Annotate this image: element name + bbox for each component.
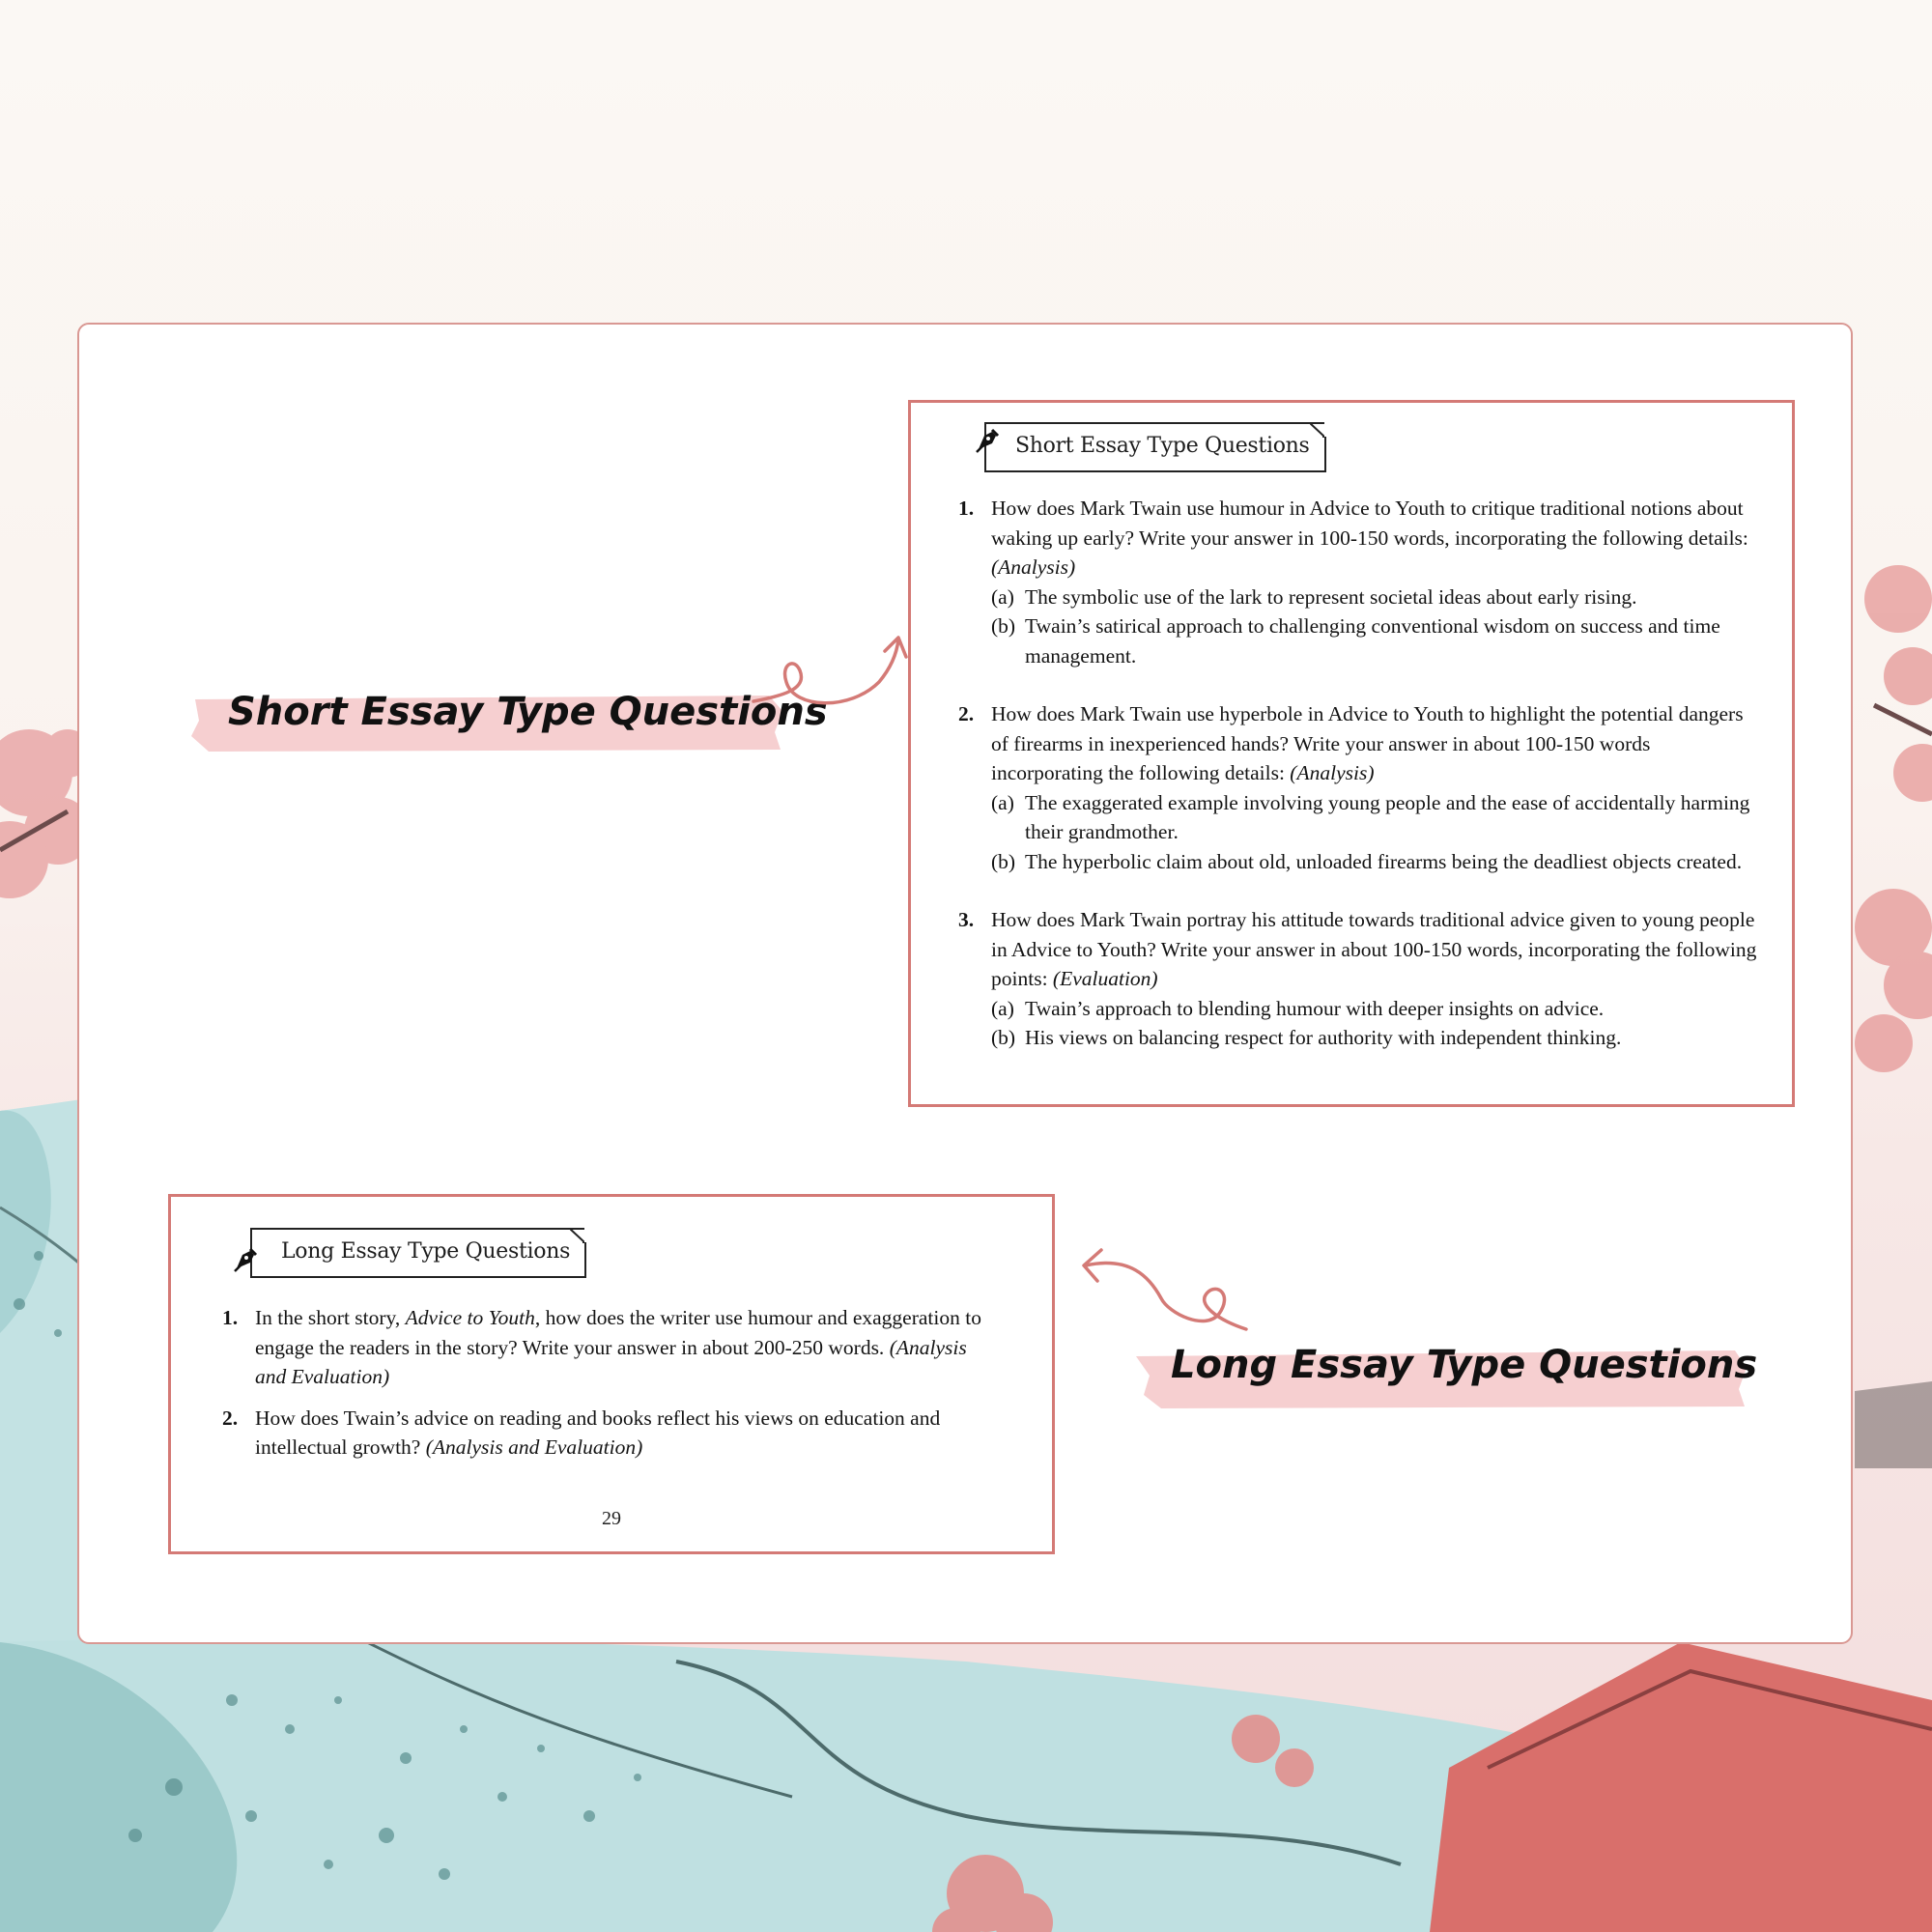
long-essay-question-list [222,1303,995,1463]
long-essay-section [168,1194,1055,1554]
short-essay-section [908,400,1795,1107]
sub-label: (a) [991,996,1014,1020]
sub-text: Twain’s satirical approach to challenging conventional wisdom on success and time management. [1025,614,1720,668]
question-item [222,1303,995,1392]
question-number: 3. [958,908,975,931]
question-tag: (Analysis and Evaluation) [255,1335,967,1388]
tab-corner-cut [570,1228,585,1243]
short-essay-callout-text: Short Essay Type Questions [228,690,828,734]
arrow-to-long-box [1072,1236,1256,1343]
question-tag: (Evaluation) [1052,967,1158,990]
question-text: How does Mark Twain use humour in Advice to Youth to critique traditional notions about waking up early? Write your answer in 100-150 words, incorporating the following details: [991,497,1748,550]
sub-text: The hyperbolic claim about old, unloaded firearms being the deadliest objects created. [1025,849,1743,873]
sub-label: (a) [991,790,1014,814]
question-item [222,1404,995,1463]
question-tag: (Analysis) [991,555,1076,579]
story-title: Advice to Youth [405,1306,535,1329]
question-item [958,699,1760,876]
question-number: 1. [222,1306,239,1329]
page-number: 29 [602,1508,621,1529]
tab-corner-cut [1310,422,1325,438]
fountain-pen-icon [973,426,1002,455]
question-number: 2. [222,1406,239,1430]
sub-label: (b) [991,614,1016,638]
sub-label: (b) [991,1026,1016,1049]
fountain-pen-icon [231,1245,260,1274]
sub-text: The symbolic use of the lark to represent societal ideas about early rising. [1025,584,1637,609]
sub-point [991,847,1760,877]
short-essay-callout [189,686,828,763]
sub-text: Twain’s approach to blending humour with deeper insights on advice. [1025,996,1605,1020]
question-tag: (Analysis and Evaluation) [425,1435,643,1459]
long-essay-callout [1132,1339,1758,1416]
question-number: 1. [958,497,975,520]
long-essay-callout-text: Long Essay Type Questions [1171,1343,1758,1387]
sub-text: The exaggerated example involving young people and the ease of accidentally harming their grandmother. [1025,790,1750,843]
arrow-to-short-box [744,628,918,724]
question-number: 2. [958,702,975,725]
sub-label: (b) [991,849,1016,873]
sub-point [991,1023,1760,1053]
sub-point [991,611,1760,670]
sub-text: His views on balancing respect for authority with independent thinking. [1025,1026,1622,1049]
long-essay-heading: Long Essay Type Questions [281,1239,571,1264]
sub-point [991,788,1760,847]
question-text: How does Twain’s advice on reading and books reflect his views on education and intellectual growth? [255,1406,941,1459]
question-text: , how does the writer use humour and exaggeration to engage the readers in the story? Write your answer in about 200-250 words. [255,1306,981,1359]
question-text: How does Mark Twain use hyperbole in Advice to Youth to highlight the potential dangers of firearms in inexperienced hands? Write your answer in about 100-150 words incorporating the following details: [991,702,1744,784]
sub-point [991,994,1760,1024]
short-essay-heading: Short Essay Type Questions [1015,434,1310,458]
question-item [958,494,1760,670]
long-essay-heading-tab [250,1228,584,1278]
sub-label: (a) [991,584,1014,609]
question-tag: (Analysis) [1290,761,1375,784]
short-essay-question-list [958,494,1760,1053]
question-text: How does Mark Twain portray his attitude towards traditional advice given to young people in Advice to Youth? Write your answer in about 100-150 words, incorporating the following points: [991,908,1757,990]
sub-point [991,582,1760,612]
short-essay-heading-tab [984,422,1324,472]
question-item [958,905,1760,1053]
question-text: In the short story, [255,1306,406,1329]
